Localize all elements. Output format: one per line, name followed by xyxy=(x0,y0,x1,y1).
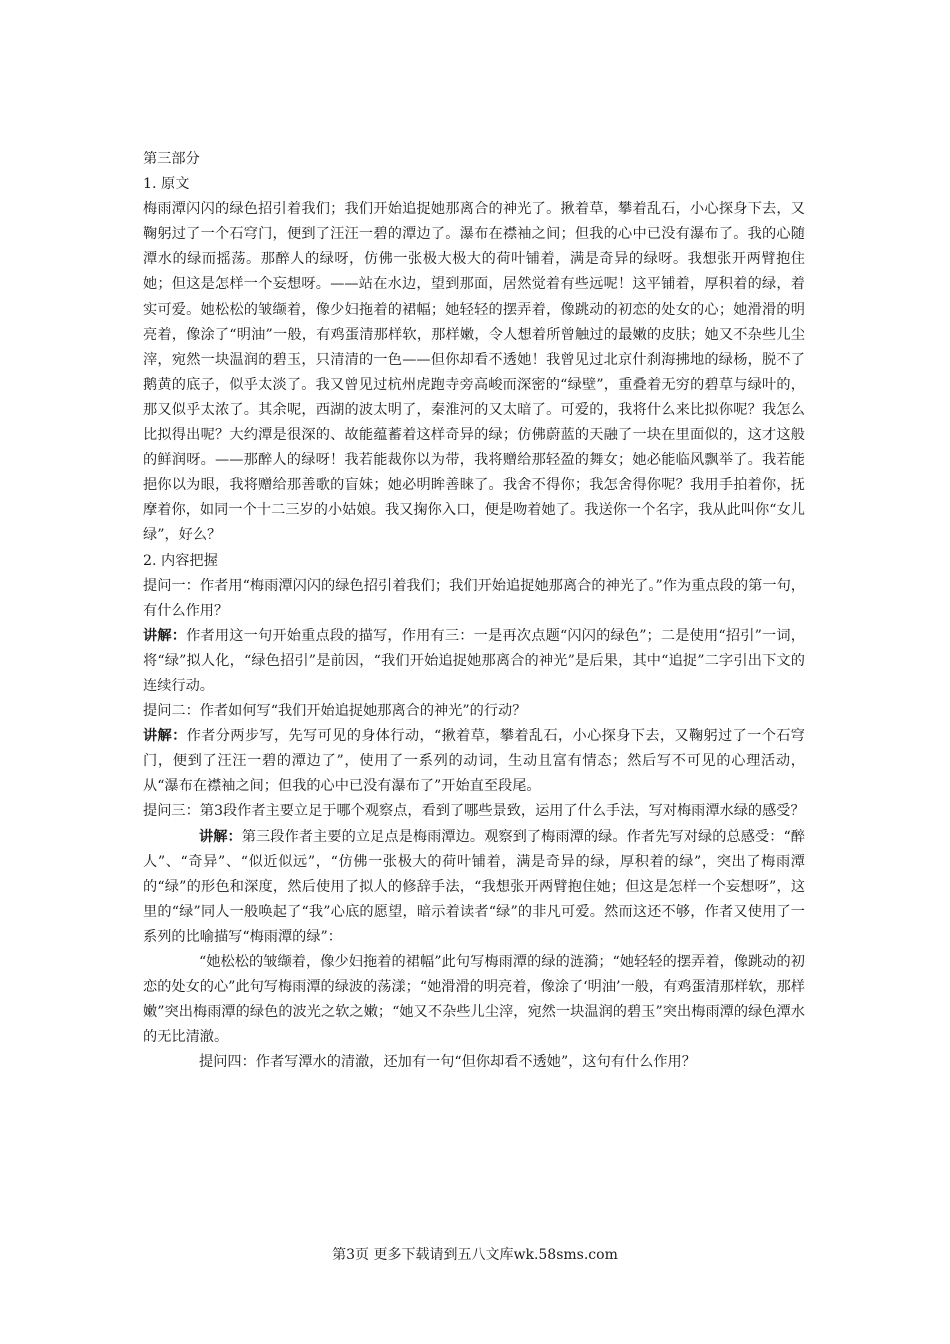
page-footer: 第3页 更多下载请到五八文库wk.58sms.com xyxy=(332,1247,618,1263)
document-body xyxy=(143,147,805,1075)
answer-1-text: 作者用这一句开始重点段的描写，作用有三：一是再次点题“闪闪的绿色”；二是使用“招引”一词，将“绿”拟人化，“绿色招引”是前因，“我们开始追捉她那离合的神光”是后果，其中“追捉”二字引出下文的连续行动。 xyxy=(143,627,805,694)
question-4: 提问四：作者写潭水的清澈，还加有一句“但你却看不透她”，这句有什么作用？ xyxy=(199,1054,696,1071)
answer-label: 讲解： xyxy=(143,627,187,644)
answer-1 xyxy=(143,624,805,699)
heading-content-grasp: 2. 内容把握 xyxy=(143,552,218,569)
answer-3-detail: “她松松的皱缬着，像少妇拖着的裙幅”此句写梅雨潭的绿的涟漪；“她轻轻的摆弄着，像跳动的初恋的处女的心”此句写梅雨潭的绿波的荡漾；“她滑滑的明亮着，像涂了‘明油’一般，有鸡蛋清那样软，那样嫩”突出梅雨潭的绿色的波光之软之嫩；“她又不杂些儿尘滓，宛然一块温润的碧玉”突出梅雨潭的绿色潭水的无比清澈。 xyxy=(143,954,805,1046)
question-3: 提问三：第3段作者主要立足于哪个观察点，看到了哪些景致，运用了什么手法，写对梅雨潭水绿的感受？ xyxy=(143,803,805,820)
answer-label: 讲解： xyxy=(199,828,242,845)
answer-2 xyxy=(143,724,805,799)
answer-label: 讲解： xyxy=(143,728,187,745)
answer-3-text: 第三段作者主要的立足点是梅雨潭边。观察到了梅雨潭的绿。作者先写对绿的总感受：“醉人”、“奇异”、“似近似远”，“仿佛一张极大的荷叶铺着，满是奇异的绿，厚积着的绿”，突出了梅雨潭的“绿”的形色和深度，然后使用了拟人的修辞手法，“我想张开两臂抱住她；但这是怎样一个妄想呀”，这里的“绿”同人一般唤起了“我”心底的愿望，暗示着读者“绿”的非凡可爱。然而这还不够，作者又使用了一系列的比喻描写“梅雨潭的绿”： xyxy=(143,828,806,945)
question-1: 提问一：作者用“梅雨潭闪闪的绿色招引着我们；我们开始追捉她那离合的神光了。”作为重点段的第一句，有什么作用？ xyxy=(143,577,805,619)
question-2: 提问二：作者如何写“我们开始追捉她那离合的神光”的行动？ xyxy=(143,703,527,720)
original-text-paragraph: 梅雨潭闪闪的绿色招引着我们；我们开始追捉她那离合的神光了。揪着草，攀着乱石，小心探身下去，又鞠躬过了一个石穹门，便到了汪汪一碧的潭边了。瀑布在襟袖之间；但我的心中已没有瀑布了。我的心随潭水的绿而摇荡。那醉人的绿呀，仿佛一张极大极大的荷叶铺着，满是奇异的绿呀。我想张开两臂抱住她；但这是怎样一个妄想呀。——站在水边，望到那面，居然觉着有些远呢！这平铺着，厚积着的绿，着实可爱。她松松的皱缬着，像少妇拖着的裙幅；她轻轻的摆弄着，像跳动的初恋的处女的心；她滑滑的明亮着，像涂了“明油”一般，有鸡蛋清那样软，那样嫩，令人想着所曾触过的最嫩的皮肤；她又不杂些儿尘滓，宛然一块温润的碧玉，只清清的一色——但你却看不透她！我曾见过北京什刹海拂地的绿杨，脱不了鹅黄的底子，似乎太淡了。我又曾见过杭州虎跑寺旁高峻而深密的“绿壁”，重叠着无穷的碧草与绿叶的，那又似乎太浓了。其余呢，西湖的波太明了，秦淮河的又太暗了。可爱的，我将什么来比拟你呢？我怎么比拟得出呢？大约潭是很深的、故能蕴蓄着这样奇异的绿；仿佛蔚蓝的天融了一块在里面似的，这才这般的鲜润呀。——那醉人的绿呀！我若能裁你以为带，我将赠给那轻盈的舞女；她必能临风飘举了。我若能挹你以为眼，我将赠给那善歌的盲妹；她必明眸善睐了。我舍不得你；我怎舍得你呢？我用手拍着你，抚摩着你，如同一个十二三岁的小姑娘。我又掬你入口，便是吻着她了。我送你一个名字，我从此叫你“女儿绿”，好么？ xyxy=(143,201,805,544)
answer-3 xyxy=(143,825,805,950)
answer-2-text: 作者分两步写，先写可见的身体行动，“揪着草，攀着乱石，小心探身下去，又鞠躬过了一个石穹门，便到了汪汪一碧的潭边了”，使用了一系列的动词，生动且富有情态；然后写不可见的心理活动，从“瀑布在襟袖之间；但我的心中已没有瀑布了”开始直至段尾。 xyxy=(143,728,805,795)
heading-original-text: 1. 原文 xyxy=(143,176,190,193)
section-title: 第三部分 xyxy=(143,151,200,167)
